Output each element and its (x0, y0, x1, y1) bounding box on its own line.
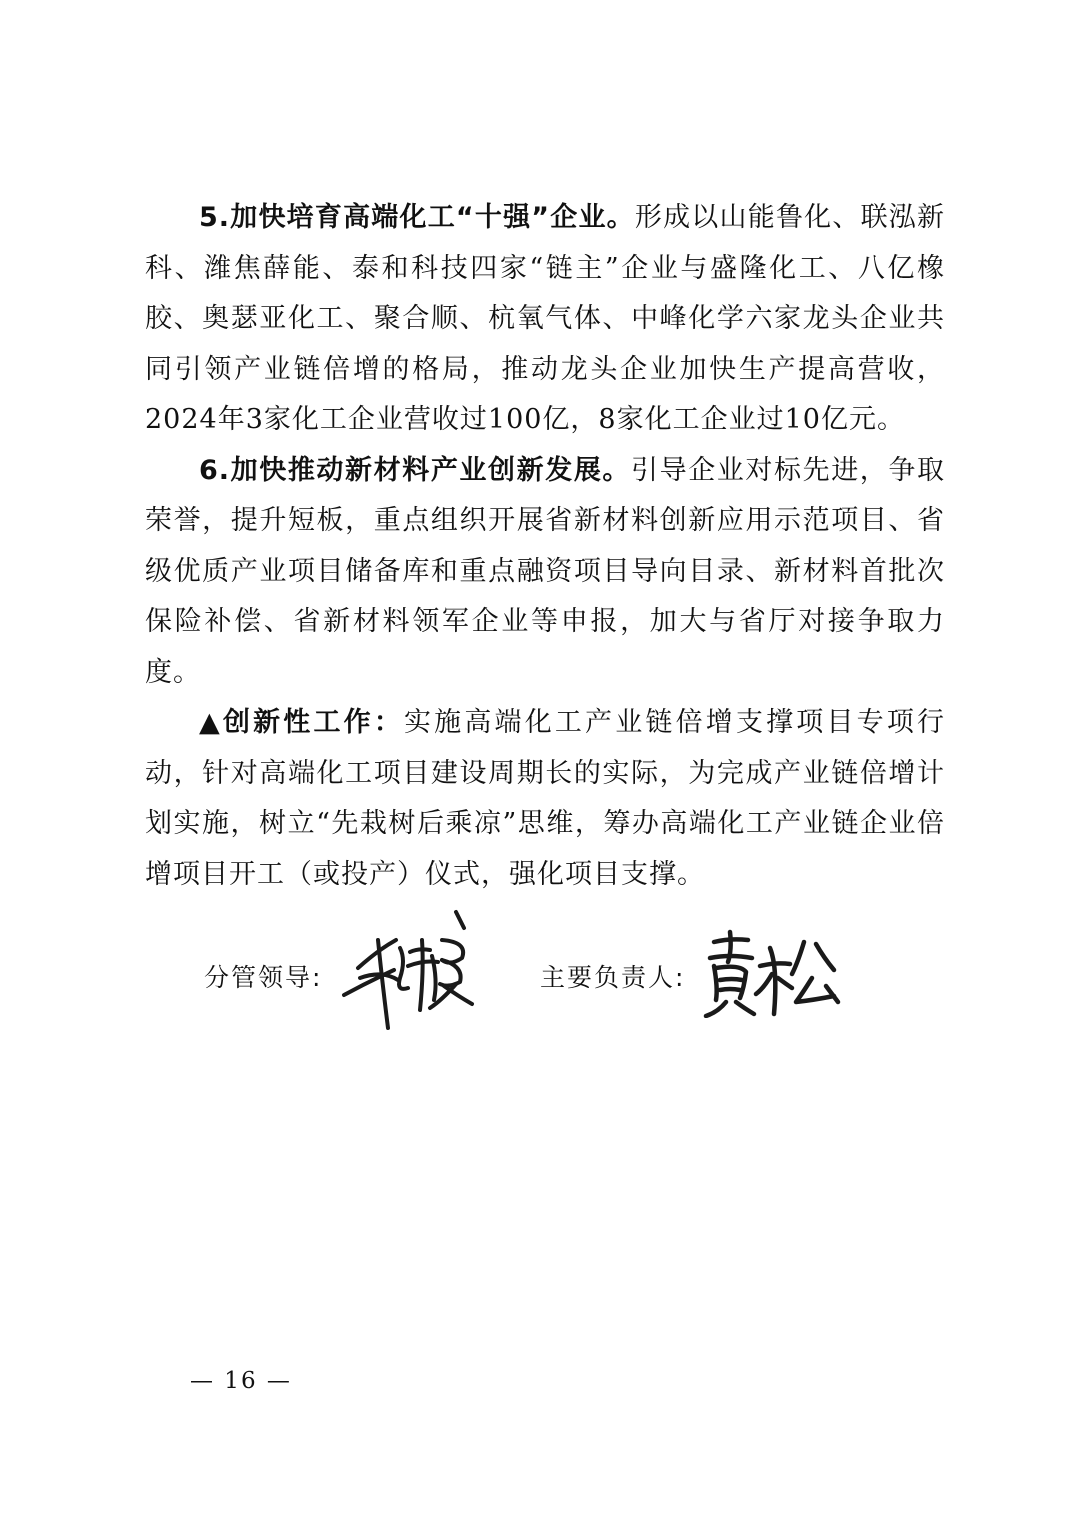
page-number: — 16 — (190, 1368, 292, 1394)
innovation-text: 实施高端化工产业链倍增支撑项目专项行动，针对高端化工项目建设周期长的实际，为完成产业链倍增计划实施，树立“先栽树后乘凉”思维，筹办高端化工产业链企业倍增项目开工（或投产）仪式，强化项目支撑。 (145, 707, 945, 890)
innovation-paragraph (145, 698, 945, 900)
signature-block (200, 900, 900, 1040)
paragraph-6 (145, 446, 945, 699)
paragraph-5-heading: 5.加快培育高端化工“十强”企业。 (199, 202, 635, 233)
paragraph-5 (145, 193, 945, 446)
paragraph-5-text: 形成以山能鲁化、联泓新科、潍焦薛能、泰和科技四家“链主”企业与盛隆化工、八亿橡胶、奥瑟亚化工、聚合顺、杭氧气体、中峰化学六家龙头企业共同引领产业链倍增的格局，推动龙头企业加快生产提高营收，2024年3家化工企业营收过100亿，8家化工企业过10亿元。 (145, 202, 945, 435)
paragraph-6-text: 引导企业对标先进，争取荣誉，提升短板，重点组织开展省新材料创新应用示范项目、省级优质产业项目储备库和重点融资项目导向目录、新材料首批次保险补偿、省新材料领军企业等申报，加大与省厅对接争取力度。 (145, 454, 945, 688)
supervising-leader-signature (338, 900, 488, 1035)
principal-leader-label: 主要负责人: (540, 963, 686, 992)
paragraph-6-heading: 6.加快推动新材料产业创新发展。 (199, 454, 632, 486)
supervising-leader-label: 分管领导: (204, 963, 323, 992)
principal-leader-signature (700, 928, 850, 1018)
innovation-heading: ▲创新性工作： (199, 707, 404, 738)
document-body (145, 193, 945, 900)
